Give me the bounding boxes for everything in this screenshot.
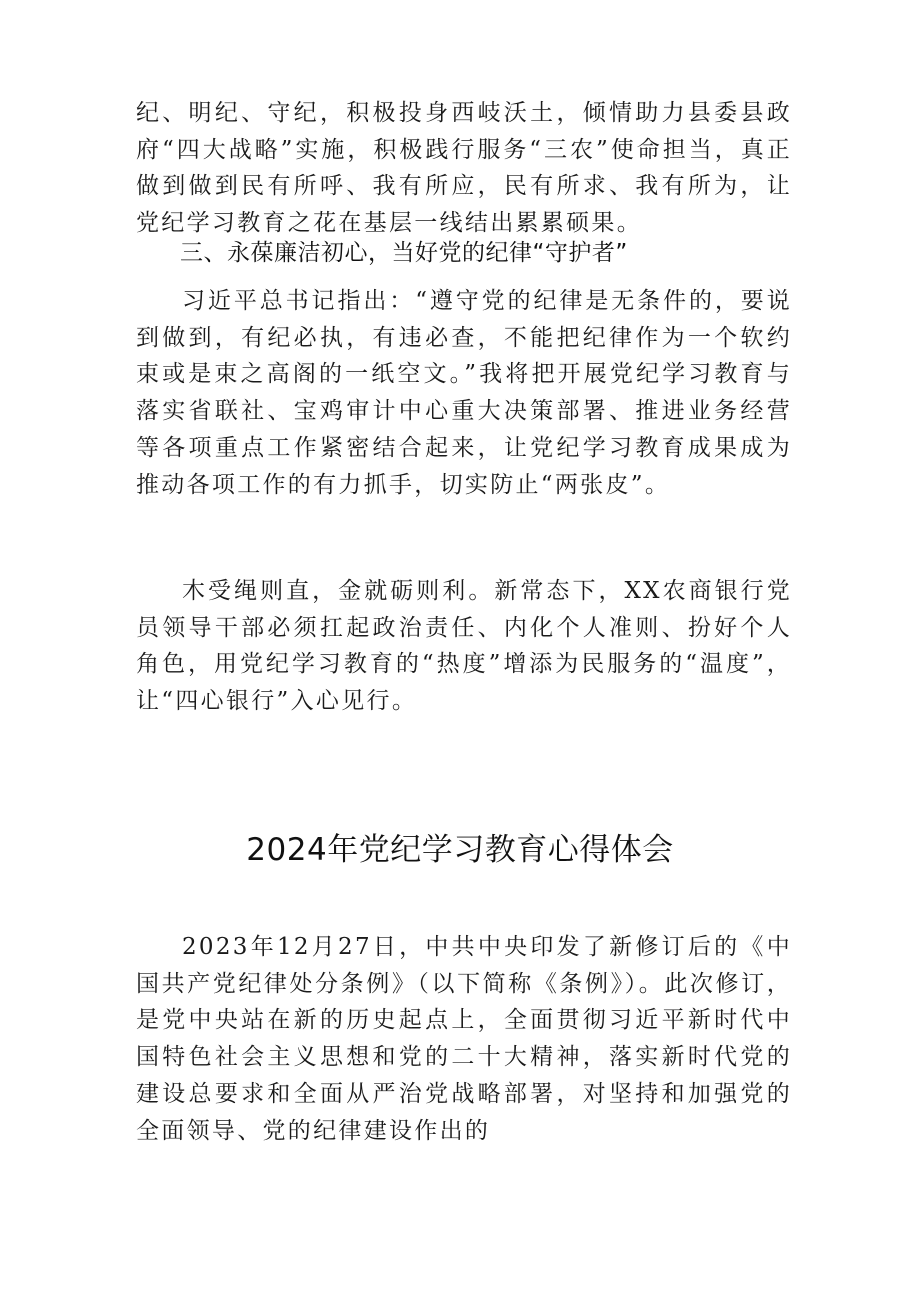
- section-heading: 三、永葆廉洁初心，当好党的纪律“守护者”: [180, 240, 628, 266]
- paragraph-conclusion: 木受绳则直，金就砺则利。新常态下，XX农商银行党员领导干部必须扛起政治责任、内化个人准则、扮好个人角色，用党纪学习教育的“热度”增添为民服务的“温度”，让“四心银行”入心见行。: [136, 578, 792, 715]
- article-title: 2024年党纪学习教育心得体会: [246, 832, 674, 868]
- article-paragraph: 2023年12月27日，中共中央印发了新修订后的《中国共产党纪律处分条例》（以下简称《条例》）。此次修订，是党中央站在新的历史起点上，全面贯彻习近平新时代中国特色社会主义思想和党的二十大精神，落实新时代党的建设总要求和全面从严治党战略部署，对坚持和加强党的全面领导、党的纪律建设作出的: [136, 934, 792, 1144]
- continued-paragraph: 纪、明纪、守纪，积极投身西岐沃土，倾情助力县委县政府“四大战略”实施，积极践行服务“三农”使命担当，真正做到做到民有所呼、我有所应，民有所求、我有所为，让党纪学习教育之花在基层一线结出累累硕果。: [136, 100, 792, 237]
- paragraph-quote: 习近平总书记指出：“遵守党的纪律是无条件的，要说到做到，有纪必执，有违必查，不能把纪律作为一个软约束或是束之高阁的一纸空文。”我将把开展党纪学习教育与落实省联社、宝鸡审计中心重大决策部署、推进业务经营等各项重点工作紧密结合起来，让党纪学习教育成果成为推动各项工作的有力抓手，切实防止“两张皮”。: [136, 288, 792, 498]
